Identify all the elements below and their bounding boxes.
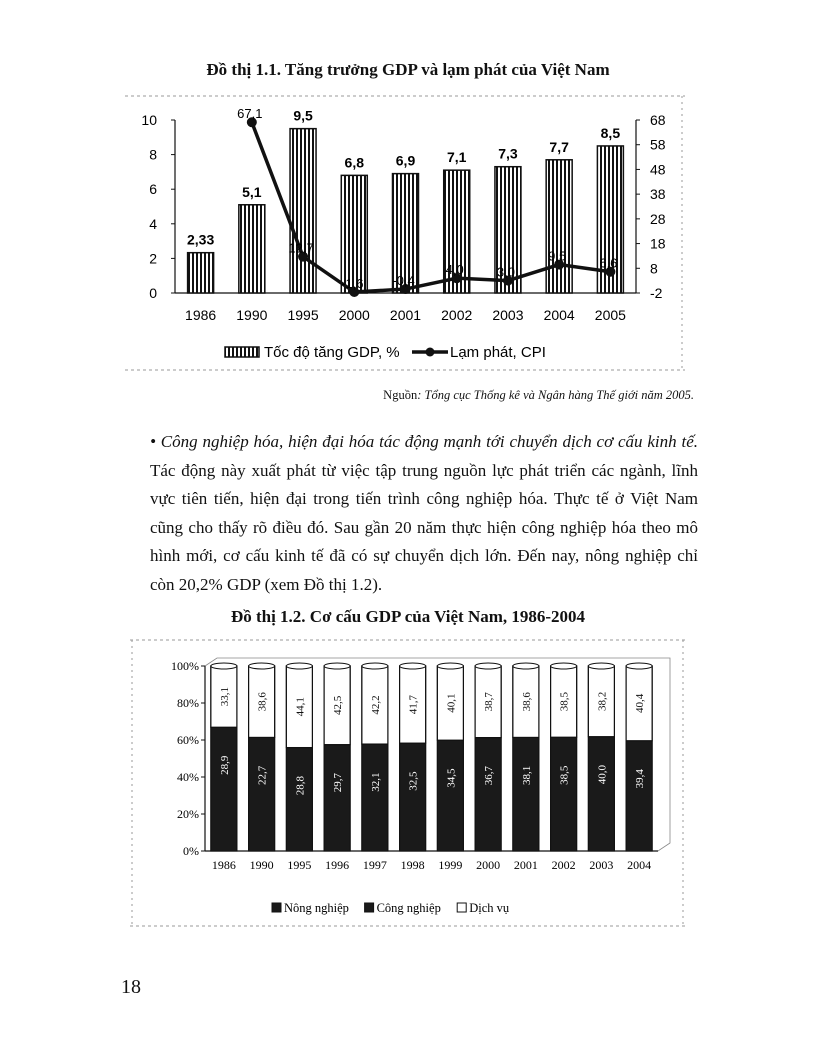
bar-segment-dark [400,743,426,851]
page-number: 18 [121,976,141,998]
gdp-bar-label: 9,5 [293,107,313,124]
y-tick-label: 0 [149,285,157,301]
legend-gdp-swatch [225,347,259,357]
y-tick-label: 100% [171,659,199,673]
industry-label: 38,5 [558,765,571,785]
bar-cap [513,663,539,669]
y-tick-label: 4 [149,215,157,232]
inflation-label: 12,7 [288,240,314,256]
y-tick-label: 80% [177,696,199,710]
inflation-label: 67,1 [237,106,263,122]
services-label: 40,4 [634,693,647,713]
gdp-bar-label: 7,1 [446,149,467,166]
services-label: 40,1 [445,693,458,713]
industry-label: 40,0 [596,765,609,785]
industry-label: 38,1 [520,765,533,786]
inflation-label: -0,4 [392,273,415,289]
source-label: Nguồn [383,388,418,402]
gdp-inflation-chart [0,90,816,385]
bar-segment-dark [249,737,275,851]
body-paragraph [150,428,698,599]
gdp-structure-chart [0,636,816,936]
gdp-bar [290,129,316,293]
services-label: 38,7 [483,692,496,712]
x-tick-label: 1995 [287,307,319,323]
inflation-label: 6,6 [599,255,618,271]
x-tick-label: 1986 [185,307,217,323]
y-tick-label: 10 [141,112,157,128]
industry-label: 36,7 [483,765,496,786]
source-text: : Tổng cục Thống kê và Ngân hàng Thế giới năm 2005. [417,388,694,402]
y2-tick-label: -2 [650,285,663,301]
bar-cap [324,663,350,669]
x-tick-label: 1996 [325,858,350,872]
legend-cpi-label: Lạm phát, CPI [450,344,546,361]
y2-tick-label: 58 [650,136,666,153]
bar-cap [362,663,388,669]
bar-cap [551,663,577,669]
services-label: 33,1 [218,686,231,707]
industry-label: 39,4 [634,769,647,789]
services-label: 38,5 [558,691,571,712]
x-tick-label: 1995 [287,858,312,872]
bar-segment-dark [551,737,577,851]
x-tick-label: 1999 [438,858,463,872]
industry-label: 28,9 [218,755,231,775]
gdp-bar [546,160,572,293]
x-tick-label: 1997 [362,858,387,872]
gdp-bar-label: 6,9 [395,152,416,169]
y-tick-label: 0% [183,844,199,858]
x-tick-label: 2000 [338,307,370,323]
x-tick-label: 2000 [476,858,501,872]
paragraph-body: Tác động này xuất phát từ việc tập trung nguồn lực phát triển các ngành, lĩnh vực tiên tiến, hiện đại trong tiến trình công nghiệp hóa. Thực tế ở Việt Nam cũng cho thấy rõ điều đó. Sau gần 20 năm thực hiện công nghiệp hóa theo mô hình mới, cơ cấu kinh tế đã có sự chuyển dịch lớn. Đến nay, nông nghiệp chỉ còn 20,2% GDP (xem Đồ thị 1.2). [150,460,698,594]
legend-label: Dịch vụ [469,901,510,915]
x-tick-label: 1986 [211,858,236,872]
x-tick-label: 1998 [400,858,425,872]
chart1-title: Đồ thị 1.1. Tăng trưởng GDP và lạm phát của Việt Nam [206,60,610,79]
bar-cap [211,663,237,669]
gdp-bar-label: 7,3 [498,145,518,162]
x-tick-label: 2001 [513,858,538,872]
services-label: 42,5 [332,695,345,715]
services-label: 38,6 [256,692,269,712]
bar-cap [588,663,614,669]
y2-tick-label: 68 [650,112,666,128]
x-tick-label: 2003 [589,858,614,872]
y-tick-label: 2 [149,250,157,267]
bar-cap [475,663,501,669]
bar-segment-dark [362,744,388,851]
x-tick-label: 2002 [551,858,576,872]
industry-label: 29,7 [332,773,345,793]
inflation-label: -1,6 [341,276,364,292]
legend-swatch [365,903,374,912]
bar-cap [249,663,275,669]
bar-cap [400,663,426,669]
x-tick-label: 2004 [543,307,575,323]
gdp-bar-label: 5,1 [242,183,262,200]
bar-cap [626,663,652,669]
x-tick-label: 2001 [389,307,422,323]
y-tick-label: 40% [177,770,199,784]
inflation-label: 9,5 [548,248,567,264]
legend-cpi-marker [426,348,435,357]
y2-tick-label: 38 [650,186,666,203]
inflation-label: 3,0 [496,264,515,280]
industry-label: 32,5 [407,771,420,791]
y2-tick-label: 18 [650,235,666,252]
services-label: 38,6 [520,692,533,712]
gdp-bar [188,253,214,293]
legend-swatch [457,903,466,912]
bar-segment-dark [626,741,652,851]
y2-tick-label: 28 [650,210,666,227]
x-tick-label: 2004 [627,858,652,872]
industry-label: 28,8 [294,775,307,796]
y-tick-label: 8 [149,146,157,163]
x-tick-label: 2005 [594,307,626,323]
gdp-bar-label: 7,7 [549,138,569,155]
chart1-source [383,388,694,403]
x-tick-label: 1990 [249,858,274,872]
x-tick-label: 2002 [441,307,473,323]
legend-swatch [272,903,281,912]
bar-segment-dark [588,737,614,851]
bar-segment-dark [437,740,463,851]
gdp-bar [239,205,265,293]
industry-label: 22,7 [256,765,269,786]
y-tick-label: 6 [149,181,157,198]
bar-segment-dark [211,727,237,851]
bar-cap [437,663,463,669]
legend-label: Công nghiệp [376,901,441,915]
gdp-bar-label: 2,33 [186,231,215,248]
services-label: 41,7 [407,694,420,715]
bar-segment-dark [324,745,350,851]
y-tick-label: 20% [177,807,199,821]
bar-segment-dark [286,748,312,851]
gdp-bar-label: 6,8 [344,154,365,171]
bar-cap [286,663,312,669]
industry-label: 32,1 [369,772,382,792]
gdp-bar-label: 8,5 [600,124,621,141]
bar-segment-dark [513,737,539,851]
bar-segment-dark [475,738,501,851]
industry-label: 34,5 [445,768,458,788]
legend-gdp-label: Tốc độ tăng GDP, % [264,344,400,361]
y2-tick-label: 48 [650,161,666,178]
inflation-label: 4,0 [445,262,464,278]
services-label: 38,2 [596,691,609,711]
x-tick-label: 2003 [492,307,524,323]
chart2-title: Đồ thị 1.2. Cơ cấu GDP của Việt Nam, 1986-2004 [230,607,586,626]
legend-label: Nông nghiệp [284,901,349,915]
x-tick-label: 1990 [236,307,268,323]
services-label: 42,2 [369,695,382,715]
services-label: 44,1 [294,697,307,717]
paragraph-lead: • Công nghiệp hóa, hiện đại hóa tác động mạnh tới chuyển dịch cơ cấu kinh tế. [150,432,698,451]
y-tick-label: 60% [177,733,199,747]
y2-tick-label: 8 [650,260,658,277]
